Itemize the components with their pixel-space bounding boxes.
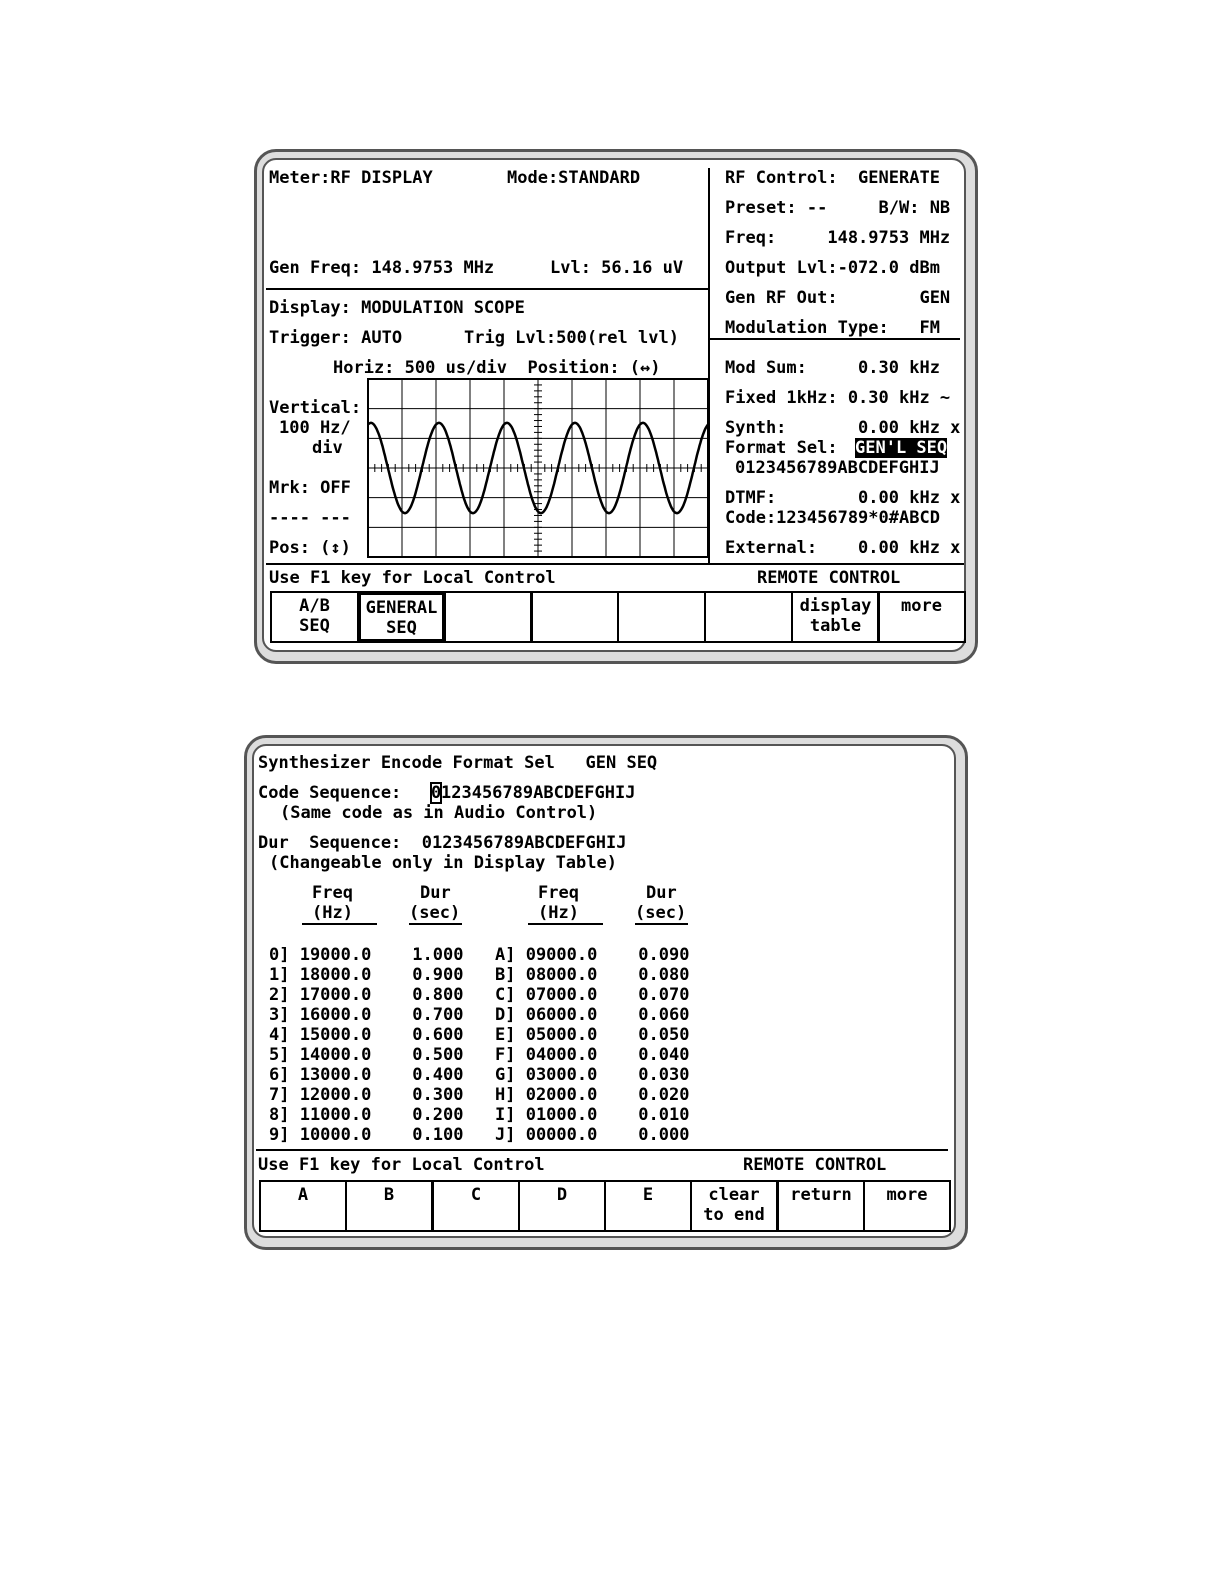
softkey-a[interactable] <box>259 1180 347 1232</box>
softkey-label: clear to end <box>703 1185 765 1225</box>
table-row[interactable]: D] 06000.0 0.060 <box>495 1005 690 1025</box>
col-header-freq: Freq <box>538 883 579 903</box>
softkey-bar <box>259 1180 949 1232</box>
softkey-label: C <box>470 1185 482 1205</box>
table-row[interactable]: 2] 17000.0 0.800 <box>269 985 464 1005</box>
divider <box>710 338 960 340</box>
page-title: Synthesizer Encode Format Sel GEN SEQ <box>258 753 658 773</box>
divider <box>266 563 964 565</box>
col-header-dur: Dur <box>646 883 677 903</box>
col-header-dur-unit: (sec) <box>409 903 461 923</box>
vertical-label: Vertical: <box>269 398 362 418</box>
dur-sequence: Dur Sequence: 0123456789ABCDEFGHIJ <box>258 833 627 853</box>
softkey-label: E <box>642 1185 654 1205</box>
table-row[interactable]: C] 07000.0 0.070 <box>495 985 690 1005</box>
softkey-bar <box>270 591 964 643</box>
format-sel-label: Format Sel: <box>725 438 838 458</box>
col-header-freq: Freq <box>312 883 353 903</box>
rf-control[interactable]: RF Control: GENERATE <box>725 168 940 188</box>
remote-indicator: REMOTE CONTROL <box>757 568 901 588</box>
level-readout: Lvl: 56.16 uV <box>550 258 684 278</box>
table-row[interactable]: F] 04000.0 0.040 <box>495 1045 690 1065</box>
softkey-d[interactable] <box>518 1180 606 1232</box>
mod-sum: Mod Sum: 0.30 kHz <box>725 358 940 378</box>
softkey-label: display table <box>799 596 872 636</box>
softkey-blank[interactable] <box>617 591 706 643</box>
divider <box>266 288 708 290</box>
table-row[interactable]: H] 02000.0 0.020 <box>495 1085 690 1105</box>
divider <box>256 1149 948 1151</box>
fixed-1khz[interactable]: Fixed 1kHz: 0.30 kHz ~ <box>725 388 951 408</box>
code-note: (Same code as in Audio Control) <box>280 803 598 823</box>
format-code: 0123456789ABCDEFGHIJ <box>735 458 940 478</box>
divider <box>708 168 710 564</box>
status-line: Use F1 key for Local Control <box>258 1155 545 1175</box>
col-header-underline <box>302 923 377 925</box>
table-row[interactable]: 6] 13000.0 0.400 <box>269 1065 464 1085</box>
meter-label: Meter:RF DISPLAY <box>269 168 433 188</box>
softkey-b[interactable] <box>345 1180 433 1232</box>
vertical-scale[interactable]: 100 Hz/ <box>279 418 351 438</box>
synth-level[interactable]: Synth: 0.00 kHz x <box>725 418 961 438</box>
table-row[interactable]: B] 08000.0 0.080 <box>495 965 690 985</box>
softkey-label: B <box>383 1185 395 1205</box>
gen-freq-readout: Gen Freq: 148.9753 MHz <box>269 258 495 278</box>
softkey-blank[interactable] <box>530 591 619 643</box>
softkey-label: D <box>556 1185 568 1205</box>
softkey-general-seq[interactable] <box>357 591 446 643</box>
marker-readout: ---- --- <box>269 508 351 528</box>
softkey-label: A/B SEQ <box>299 596 330 636</box>
softkey-label: GENERAL SEQ <box>365 598 438 638</box>
vertical-unit: div <box>312 438 343 458</box>
softkey-more[interactable] <box>877 591 966 643</box>
modulation-scope <box>367 378 709 558</box>
col-header-freq-unit: (Hz) <box>312 903 353 923</box>
softkey-label: more <box>901 596 942 616</box>
horiz-scale[interactable]: Horiz: 500 us/div Position: (↔) <box>333 358 661 378</box>
col-header-underline <box>635 923 688 925</box>
mode-label: Mode:STANDARD <box>507 168 641 188</box>
rf-frequency[interactable]: Freq: 148.9753 MHz <box>725 228 951 248</box>
col-header-underline <box>528 923 603 925</box>
table-row[interactable]: 9] 10000.0 0.100 <box>269 1125 464 1145</box>
marker-setting[interactable]: Mrk: OFF <box>269 478 351 498</box>
softkey-blank[interactable] <box>444 591 533 643</box>
status-line: Use F1 key for Local Control <box>269 568 556 588</box>
col-header-dur-unit: (sec) <box>635 903 687 923</box>
softkey-return[interactable] <box>777 1180 865 1232</box>
softkey-clear-to-end[interactable] <box>690 1180 778 1232</box>
code-sequence-value[interactable]: 123456789ABCDEFGHIJ <box>441 783 636 803</box>
softkey-label: A <box>297 1185 309 1205</box>
table-row[interactable]: 1] 18000.0 0.900 <box>269 965 464 985</box>
softkey-label: return <box>790 1185 852 1205</box>
table-row[interactable]: 5] 14000.0 0.500 <box>269 1045 464 1065</box>
modulation-type[interactable]: Modulation Type: FM <box>725 318 940 338</box>
preset-bandwidth[interactable]: Preset: -- B/W: NB <box>725 198 951 218</box>
table-row[interactable]: E] 05000.0 0.050 <box>495 1025 690 1045</box>
table-row[interactable]: 8] 11000.0 0.200 <box>269 1105 464 1125</box>
dtmf-code[interactable]: Code:123456789*0#ABCD <box>725 508 940 528</box>
format-sel-value[interactable]: GEN'L SEQ <box>855 438 948 458</box>
table-row[interactable]: 0] 19000.0 1.000 <box>269 945 464 965</box>
softkey-e[interactable] <box>604 1180 692 1232</box>
table-row[interactable]: 3] 16000.0 0.700 <box>269 1005 464 1025</box>
display-mode[interactable]: Display: MODULATION SCOPE <box>269 298 525 318</box>
position-control[interactable]: Pos: (↕) <box>269 538 351 558</box>
remote-indicator: REMOTE CONTROL <box>743 1155 887 1175</box>
softkey-display-table[interactable] <box>791 591 880 643</box>
table-row[interactable]: G] 03000.0 0.030 <box>495 1065 690 1085</box>
table-row[interactable]: A] 09000.0 0.090 <box>495 945 690 965</box>
softkey-more[interactable] <box>863 1180 951 1232</box>
table-row[interactable]: J] 00000.0 0.000 <box>495 1125 690 1145</box>
gen-rf-out[interactable]: Gen RF Out: GEN <box>725 288 951 308</box>
trigger-mode[interactable]: Trigger: AUTO <box>269 328 403 348</box>
col-header-freq-unit: (Hz) <box>538 903 579 923</box>
table-row[interactable]: I] 01000.0 0.010 <box>495 1105 690 1125</box>
col-header-underline <box>409 923 462 925</box>
softkey-blank[interactable] <box>704 591 793 643</box>
table-row[interactable]: 4] 15000.0 0.600 <box>269 1025 464 1045</box>
softkey-a-b-seq[interactable] <box>270 591 359 643</box>
col-header-dur: Dur <box>420 883 451 903</box>
table-row[interactable]: 7] 12000.0 0.300 <box>269 1085 464 1105</box>
dur-note: (Changeable only in Display Table) <box>269 853 617 873</box>
code-sequence-label: Code Sequence: <box>258 783 402 803</box>
softkey-label: more <box>886 1185 928 1205</box>
dtmf-level[interactable]: DTMF: 0.00 kHz x <box>725 488 961 508</box>
softkey-c[interactable] <box>432 1180 520 1232</box>
trigger-level[interactable]: Trig Lvl:500(rel lvl) <box>464 328 679 348</box>
external-level[interactable]: External: 0.00 kHz x <box>725 538 961 558</box>
output-level[interactable]: Output Lvl:-072.0 dBm <box>725 258 940 278</box>
code-sequence-cursor[interactable]: 0 <box>431 783 442 803</box>
